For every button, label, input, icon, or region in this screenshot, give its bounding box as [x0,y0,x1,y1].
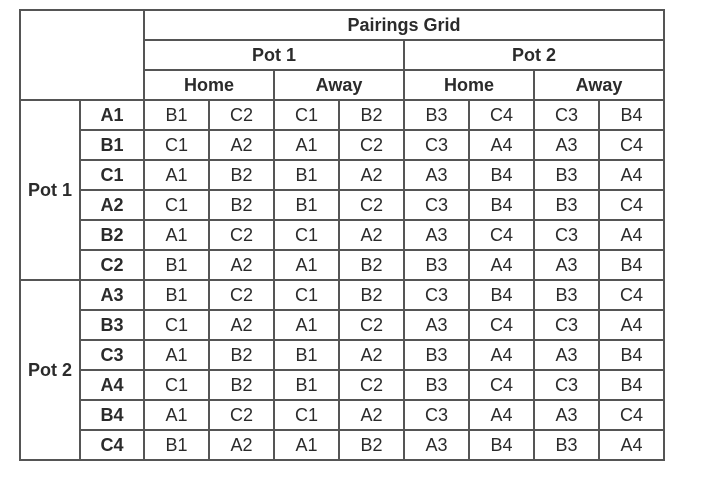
venue-header-pot1-away: Away [274,70,404,100]
pairing-cell: C3 [534,310,599,340]
venue-header-pot2-away: Away [534,70,664,100]
pairing-cell: B4 [469,160,534,190]
table-row [20,130,664,160]
team-label: A3 [80,280,144,310]
pairing-cell: C1 [274,100,339,130]
pairing-cell: A3 [404,160,469,190]
team-label: A1 [80,100,144,130]
table-row [20,160,664,190]
team-label: B2 [80,220,144,250]
pairing-cell: B3 [404,370,469,400]
pairing-cell: A1 [144,400,209,430]
pairing-cell: B4 [599,340,664,370]
pairing-cell: C3 [534,100,599,130]
table-row [20,220,664,250]
pairing-cell: A3 [534,340,599,370]
pairing-cell: C3 [404,130,469,160]
pairing-cell: A2 [209,310,274,340]
pairing-cell: B1 [144,100,209,130]
table-row [20,400,664,430]
pairing-cell: C3 [404,400,469,430]
pairing-cell: C1 [144,130,209,160]
pairing-cell: B2 [209,370,274,400]
pairing-cell: B4 [469,190,534,220]
pairing-cell: C3 [534,220,599,250]
pairing-cell: C2 [209,280,274,310]
pairing-cell: A3 [404,310,469,340]
pairing-cell: B1 [274,160,339,190]
pairing-cell: B2 [209,160,274,190]
pairing-cell: C4 [469,310,534,340]
pairing-cell: A3 [404,220,469,250]
corner-blank [20,10,144,100]
pairing-cell: B1 [274,190,339,220]
table-row [20,370,664,400]
pairing-cell: B3 [404,100,469,130]
pairing-cell: C4 [469,100,534,130]
pairing-cell: C1 [274,280,339,310]
pairing-cell: A4 [469,130,534,160]
team-label: A2 [80,190,144,220]
pairing-cell: A4 [599,160,664,190]
team-label: C4 [80,430,144,460]
pairing-cell: B4 [599,370,664,400]
pairing-cell: B2 [339,430,404,460]
pot-header-1: Pot 1 [144,40,404,70]
pairing-cell: C1 [144,310,209,340]
team-label: C2 [80,250,144,280]
table-row [20,280,664,310]
pairing-cell: B3 [404,250,469,280]
pairing-cell: B4 [599,100,664,130]
table-row [20,100,664,130]
pairing-cell: A2 [209,130,274,160]
pairings-grid-table [19,9,665,461]
pairing-cell: A1 [274,130,339,160]
pairing-cell: C2 [339,190,404,220]
pairing-cell: A1 [274,310,339,340]
pairing-cell: C1 [274,220,339,250]
pairing-cell: B2 [339,280,404,310]
pairing-cell: A4 [469,250,534,280]
pairing-cell: B2 [209,190,274,220]
pairing-cell: B4 [599,250,664,280]
pairing-cell: C1 [144,370,209,400]
title-row [20,10,664,40]
pairing-cell: C3 [404,280,469,310]
pairing-cell: B1 [274,340,339,370]
pairing-cell: A1 [274,250,339,280]
pairing-cell: B2 [339,250,404,280]
pairing-cell: A3 [404,430,469,460]
pot-row-label: Pot 2 [20,280,80,460]
pairing-cell: B3 [534,160,599,190]
pairing-cell: B1 [274,370,339,400]
pairing-cell: B3 [534,190,599,220]
table-row [20,340,664,370]
pairing-cell: C4 [599,280,664,310]
pairing-cell: A4 [469,400,534,430]
pairings-table-wrapper [19,9,665,461]
pairing-cell: A1 [144,340,209,370]
pairing-cell: B1 [144,280,209,310]
pairing-cell: C1 [274,400,339,430]
table-row [20,430,664,460]
team-label: C1 [80,160,144,190]
pairing-cell: C2 [339,370,404,400]
pairing-cell: B2 [339,100,404,130]
pairing-cell: A4 [469,340,534,370]
pairing-cell: B4 [469,430,534,460]
pot-header-2: Pot 2 [404,40,664,70]
grid-body [20,100,664,460]
pairing-cell: A4 [599,220,664,250]
pairing-cell: C1 [144,190,209,220]
table-row [20,190,664,220]
pairing-cell: A3 [534,130,599,160]
pairing-cell: B1 [144,430,209,460]
pairing-cell: A1 [144,160,209,190]
team-label: C3 [80,340,144,370]
venue-header-pot2-home: Home [404,70,534,100]
pairing-cell: C4 [599,190,664,220]
pairing-cell: B4 [469,280,534,310]
pairing-cell: A1 [274,430,339,460]
pairing-cell: B2 [209,340,274,370]
pairing-cell: C2 [339,310,404,340]
pairing-cell: B3 [534,280,599,310]
pairing-cell: A3 [534,250,599,280]
pairing-cell: A2 [209,250,274,280]
pairing-cell: A3 [534,400,599,430]
pairing-cell: A2 [339,400,404,430]
pairing-cell: A4 [599,310,664,340]
team-label: B3 [80,310,144,340]
venue-header-pot1-home: Home [144,70,274,100]
pairing-cell: B3 [404,340,469,370]
pairing-cell: C4 [469,370,534,400]
pairing-cell: C4 [469,220,534,250]
pairing-cell: C3 [404,190,469,220]
pairing-cell: A2 [209,430,274,460]
table-row [20,250,664,280]
pairing-cell: B1 [144,250,209,280]
pairing-cell: B3 [534,430,599,460]
grid-title: Pairings Grid [144,10,664,40]
pairing-cell: A2 [339,340,404,370]
pairing-cell: A4 [599,430,664,460]
pairing-cell: C2 [209,100,274,130]
team-label: B4 [80,400,144,430]
pairing-cell: A2 [339,160,404,190]
pairing-cell: C2 [209,400,274,430]
pairing-cell: C4 [599,400,664,430]
pairing-cell: C2 [339,130,404,160]
team-label: B1 [80,130,144,160]
pairing-cell: C3 [534,370,599,400]
pot-row-label: Pot 1 [20,100,80,280]
pairing-cell: C2 [209,220,274,250]
table-row [20,310,664,340]
pairing-cell: A2 [339,220,404,250]
team-label: A4 [80,370,144,400]
pairing-cell: A1 [144,220,209,250]
pairing-cell: C4 [599,130,664,160]
